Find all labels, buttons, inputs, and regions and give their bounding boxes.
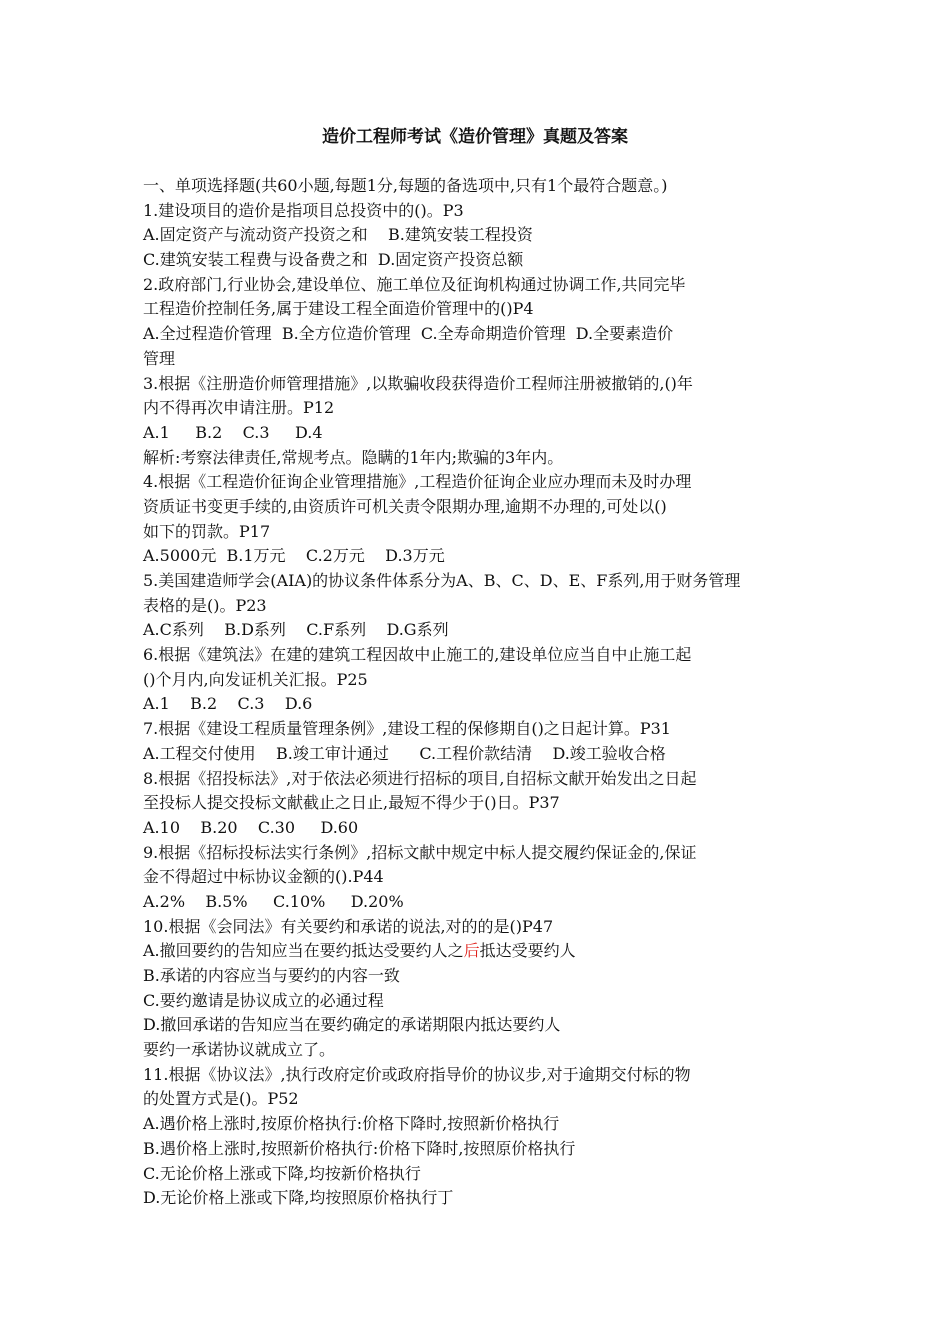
text-line: ()个月内,向发证机关汇报。P25 <box>143 669 368 689</box>
text-line: 表格的是()。P23 <box>143 595 267 615</box>
text-line: C.无论价格上涨或下降,均按新价格执行 <box>143 1163 421 1183</box>
text-line: 6.根据《建筑法》在建的建筑工程因故中止施工的,建设单位应当自中止施工起 <box>143 645 692 665</box>
text-line: 要约一承诺协议就成立了。 <box>143 1040 336 1060</box>
text-line: 1.建设项目的造价是指项目总投资中的()。P3 <box>143 200 464 220</box>
text-line: 4.根据《工程造价征询企业管理措施》,工程造价征询企业应办理而未及时办理 <box>143 472 692 492</box>
text-segment: 抵达受要约人 <box>479 941 576 961</box>
text-line <box>143 939 813 964</box>
text-line: 解析:考察法律责任,常规考点。隐瞒的1年内;欺骗的3年内。 <box>143 447 564 467</box>
highlighted-text: 后 <box>463 941 480 961</box>
text-line: 11.根据《协议法》,执行改府定价或政府指导价的协议步,对于逾期交付标的物 <box>143 1064 691 1084</box>
text-line: A.5000元 B.1万元 C.2万元 D.3万元 <box>143 546 445 566</box>
text-line: 金不得超过中标协议金额的().P44 <box>143 867 384 887</box>
text-line: 3.根据《注册造价师管理措施》,以欺骗收段获得造价工程师注册被撤销的,()年 <box>143 373 693 393</box>
text-line: C.建筑安装工程费与设备费之和 D.固定资产投资总额 <box>143 250 524 270</box>
text-line: 至投标人提交投标文献截止之日止,最短不得少于()日。P37 <box>143 793 560 813</box>
text-line: 9.根据《招标投标法实行条例》,招标文献中规定中标人提交履约保证金的,保证 <box>143 842 697 862</box>
text-line: 资质证书变更手续的,由资质许可机关责令限期办理,逾期不办理的,可处以() <box>143 496 667 516</box>
text-line: 工程造价控制任务,属于建设工程全面造价管理中的()P4 <box>143 299 534 319</box>
text-line: B.遇价格上涨时,按照新价格执行:价格下降时,按照原价格执行 <box>143 1138 576 1158</box>
text-line: A.遇价格上涨时,按原价格执行:价格下降时,按照新价格执行 <box>143 1114 560 1134</box>
text-segment: A.撤回要约的告知应当在要约抵达受要约人之 <box>143 941 464 961</box>
text-line: 7.根据《建设工程质量管理条例》,建设工程的保修期自()之日起计算。P31 <box>143 719 671 739</box>
text-line: 的处置方式是()。P52 <box>143 1089 299 1109</box>
text-line: A.固定资产与流动资产投资之和 B.建筑安装工程投资 <box>143 225 533 245</box>
document-title: 造价工程师考试《造价管理》真题及答案 <box>322 127 628 147</box>
text-line: 内不得再次申请注册。P12 <box>143 398 335 418</box>
text-line: D.无论价格上涨或下降,均按照原价格执行丁 <box>143 1188 454 1208</box>
text-line: 2.政府部门,行业协会,建设单位、施工单位及征询机构通过协调工作,共同完毕 <box>143 274 686 294</box>
text-line: D.撤回承诺的告知应当在要约确定的承诺期限内抵达要约人 <box>143 1015 561 1035</box>
text-line: A.C系列 B.D系列 C.F系列 D.G系列 <box>143 620 449 640</box>
text-line: B.承诺的内容应当与要约的内容一致 <box>143 966 400 985</box>
text-line: 如下的罚款。P17 <box>143 521 271 541</box>
text-line: 一、单项选择题(共60小题,每题1分,每题的备选项中,只有1个最符合题意。) <box>143 176 668 195</box>
text-line: A.1 B.2 C.3 D.4 <box>143 422 323 442</box>
text-line: A.1 B.2 C.3 D.6 <box>143 694 313 714</box>
text-line: 8.根据《招投标法》,对于依法必须进行招标的项目,自招标文献开始发出之日起 <box>143 768 697 788</box>
document-body <box>143 174 813 1211</box>
text-line: A.工程交付使用 B.竣工审计通过 C.工程价款结清 D.竣工验收合格 <box>143 743 666 763</box>
text-line: A.全过程造价管理 B.全方位造价管理 C.全寿命期造价管理 D.全要素造价 <box>143 324 674 344</box>
text-line: A.10 B.20 C.30 D.60 <box>143 817 359 837</box>
text-line: 管理 <box>143 348 176 368</box>
text-line: 10.根据《会同法》有关要约和承诺的说法,对的的是()P47 <box>143 916 554 936</box>
text-line: C.要约邀请是协议成立的必通过程 <box>143 990 384 1010</box>
text-line: 5.美国建造师学会(AIA)的协议条件体系分为A、B、C、D、E、F系列,用于财务管理 <box>143 571 741 590</box>
text-line: A.2% B.5% C.10% D.20% <box>143 891 404 911</box>
